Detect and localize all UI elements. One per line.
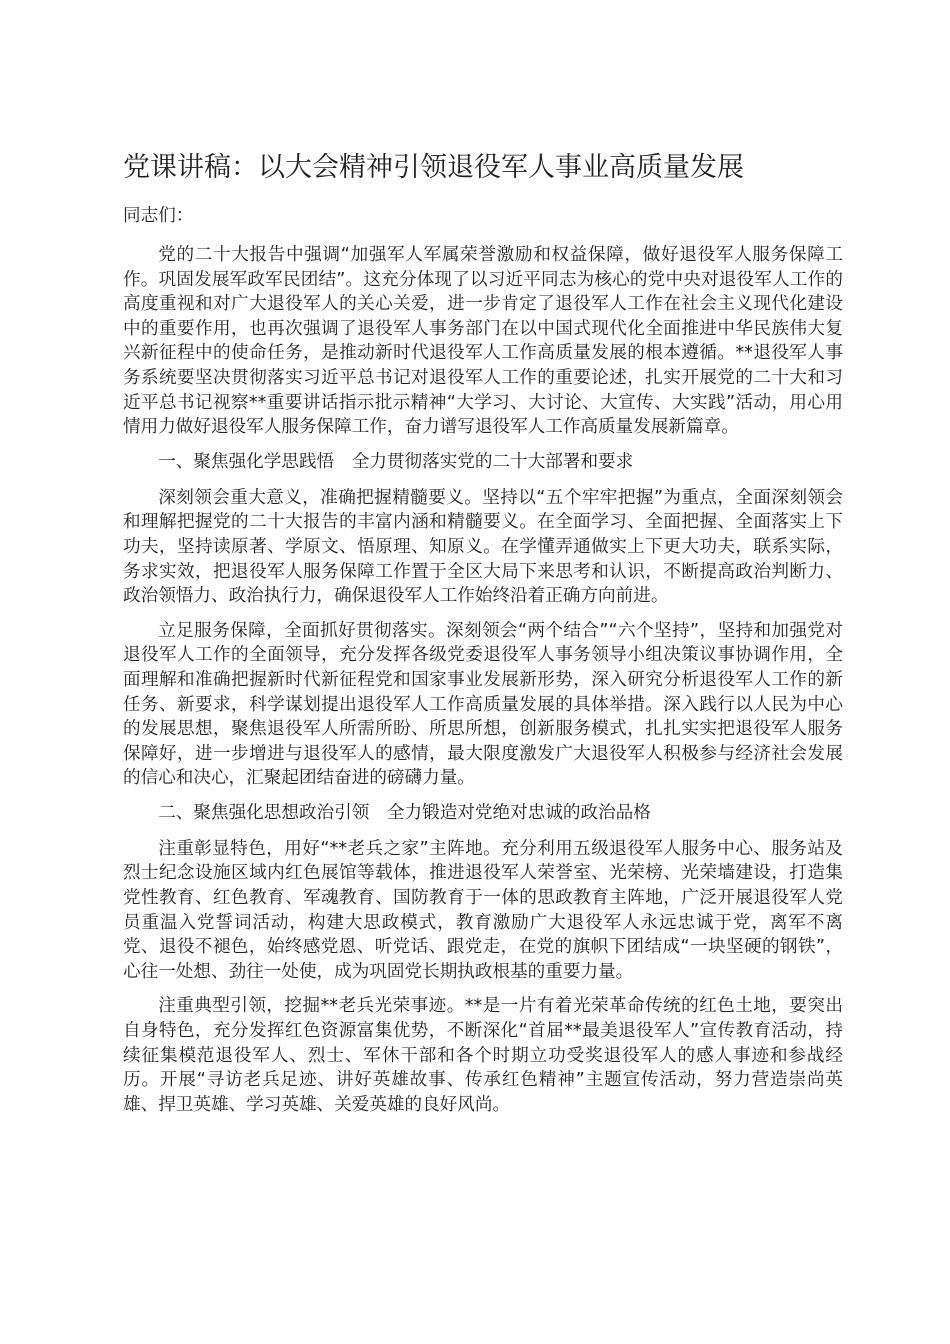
paragraph-2-1: 注重彰显特色，用好“**老兵之家”主阵地。充分利用五级退役军人服务中心、服务站及烈士纪念设施区域内红色展馆等载体，推进退役军人荣誉室、光荣榜、光荣墙建设，打造集党性教育、红色教育、军魂教育、国防教育于一体的思政教育主阵地，广泛开展退役军人党员重温入党誓词活动，构建大思政模式，教育激励广大退役军人永远忠诚于党，离军不离党、退役不褪色，始终感党恩、听党话、跟党走，在党的旗帜下团结成“一块坚硬的钢铁”，心往一处想、劲往一处使，成为巩固党长期执政根基的重要力量。 [123,838,843,982]
greeting: 同志们： [123,206,194,226]
document-page [123,148,843,1127]
paragraph-1-1: 深刻领会重大意义，准确把握精髓要义。坚持以“五个牢牢把握”为重点，全面深刻领会和理解把握党的二十大报告的丰富内涵和精髓要义。在全面学习、全面把握、全面落实上下功夫，坚持读原著、学原文、悟原理、知原义。在学懂弄通做实上下更大功夫，联系实际，务求实效，把退役军人服务保障工作置于全区大局下来思考和认识，不断提高政治判断力、政治领悟力、政治执行力，确保退役军人工作始终沿着正确方向前进。 [123,487,843,607]
document-title: 党课讲稿：以大会精神引领退役军人事业高质量发展 [123,152,744,183]
paragraph-intro: 党的二十大报告中强调“加强军人军属荣誉激励和权益保障，做好退役军人服务保障工作。巩固发展军政军民团结”。这充分体现了以习近平同志为核心的党中央对退役军人工作的高度重视和对广大退役军人的关心关爱，进一步肯定了退役军人工作在社会主义现代化建设中的重要作用，也再次强调了退役军人事务部门在以中国式现代化全面推进中华民族伟大复兴新征程中的使命任务，是推动新时代退役军人工作高质量发展的根本遵循。**退役军人事务系统要坚决贯彻落实习近平总书记对退役军人工作的重要论述，扎实开展党的二十大和习近平总书记视察**重要讲话指示批示精神“大学习、大讨论、大宣传、大实践”活动，用心用情用力做好退役军人服务保障工作，奋力谱写退役军人工作高质量发展新篇章。 [123,245,843,438]
paragraph-2-2: 注重典型引领，挖掘**老兵光荣事迹。**是一片有着光荣革命传统的红色土地，要突出自身特色，充分发挥红色资源富集优势，不断深化“首届**最美退役军人”宣传教育活动，持续征集模范退役军人、烈士、军休干部和各个时期立功受奖退役军人的感人事迹和参战经历。开展“寻访老兵足迹、讲好英雄故事、传承红色精神”主题宣传活动，努力营造崇尚英雄、捍卫英雄、学习英雄、关爱英雄的良好风尚。 [123,996,843,1115]
section-heading-2: 二、聚焦强化思想政治引领 全力锻造对党绝对忠诚的政治品格 [158,802,651,823]
paragraph-1-2: 立足服务保障，全面抓好贯彻落实。深刻领会“两个结合”“六个坚持”，坚持和加强党对退役军人工作的全面领导，充分发挥各级党委退役军人事务领导小组决策议事协调作用，全面理解和准确把握新时代新征程党和国家事业发展新形势，深入研究分析退役军人工作的新任务、新要求，科学谋划提出退役军人工作高质量发展的具体举措。深入践行以人民为中心的发展思想，聚焦退役军人所需所盼、所思所想，创新服务模式，扎扎实实把退役军人服务保障好，进一步增进与退役军人的感情，最大限度激发广大退役军人积极参与经济社会发展的信心和决心，汇聚起团结奋进的磅礴力量。 [123,620,843,789]
section-heading-1: 一、聚焦强化学思践悟 全力贯彻落实党的二十大部署和要求 [158,451,634,472]
